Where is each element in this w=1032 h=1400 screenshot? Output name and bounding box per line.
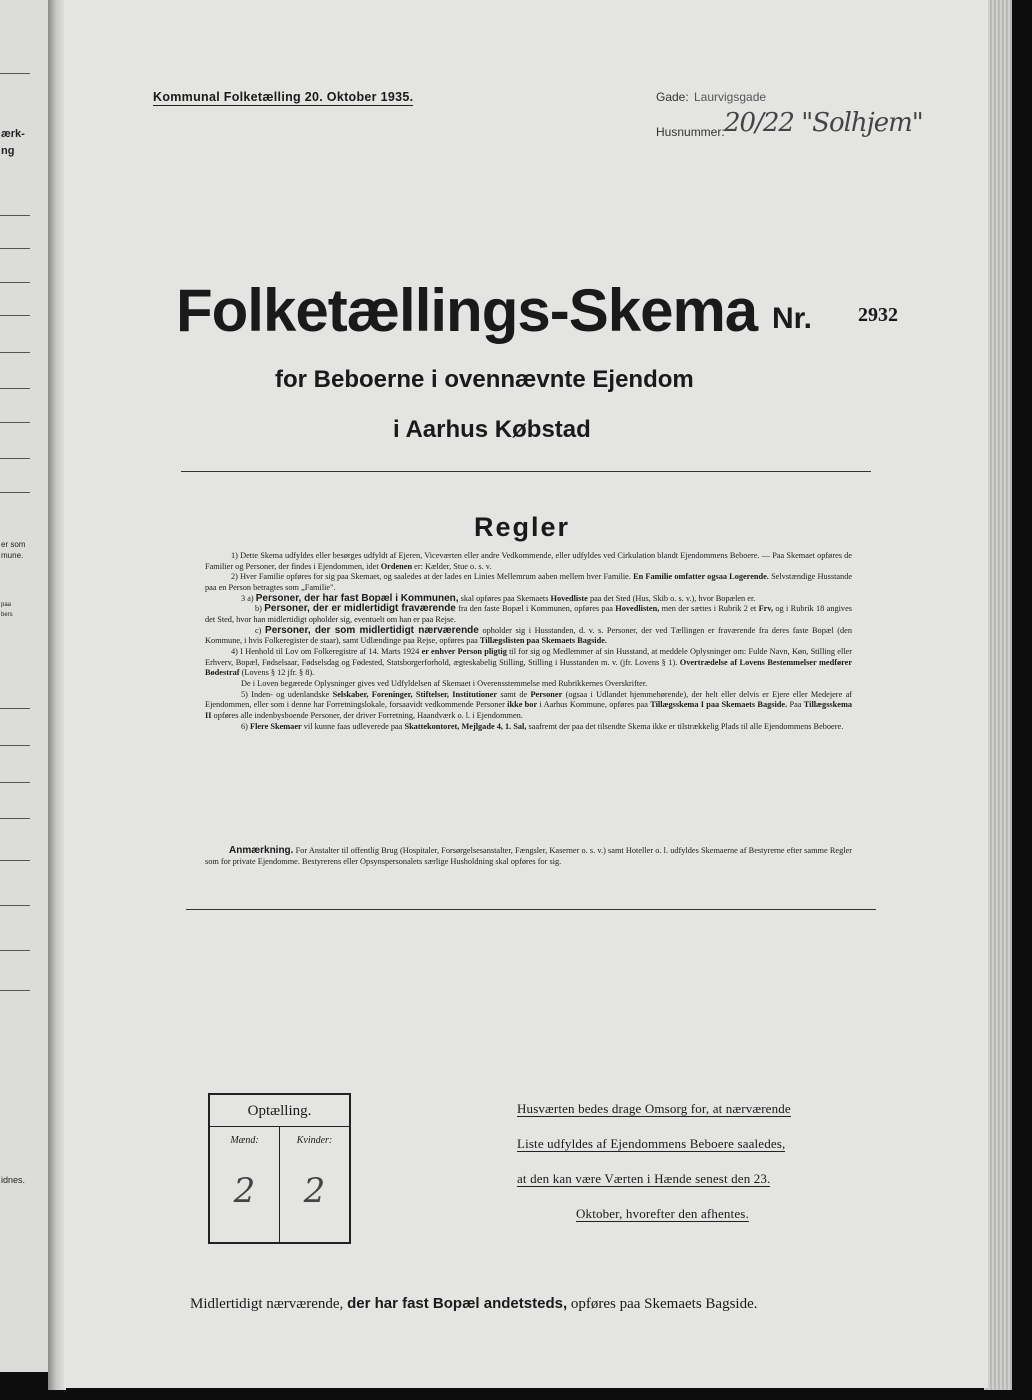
- divider: [186, 909, 876, 910]
- left-page-rule: [0, 860, 30, 861]
- rules-heading: Regler: [474, 512, 571, 542]
- left-page-rule: [0, 782, 30, 783]
- left-page-rule: [0, 818, 30, 819]
- left-page-text: idnes.: [1, 1175, 26, 1185]
- rule-5: 5) Inden- og udenlandske Selskaber, Foreninger, Stiftelser, Institutioner samt de Personer (ogsaa i Udlandet hjemmehørende), der helt eller delvis er Ejere eller Medejere af Ejendommen, eller som i denne har Forretningslokale, forsaavidt vedkommende Personer ikke bor i Aarhus Kommune, opføres paa Tillægsskema I paa Skemaets Bagside. Paa Tillægsskema II opføres alle indenbysboende Personer, der driver Forretning, Haandværk o. l. i Ejendommen.: [205, 689, 853, 720]
- rule-2: 2) Hver Familie opføres for sig paa Skemaet, og saaledes at der lades en Linies Mellemrum aaben mellem hver Familie. En Familie omfatter ogsaa Logerende. Selvstændige Husstande paa en Person betragtes som „Familie".: [205, 572, 853, 592]
- annotation: [205, 845, 852, 867]
- annotation-text: For Anstalter til offentlig Brug (Hospitaler, Forsørgelsesanstalter, Fængsler, Kaserner o. s. v.) samt Hoteller o. l. udfyldes Skemaerne af Bestyrerne efter samme Regler som for private Ejendomme. Bestyrerens eller Opsynspersonalets særlige Husholdning skal opføres for sig.: [205, 846, 852, 866]
- rule-1: 1) Dette Skema udfyldes eller besørges udfyldt af Ejeren, Viceværten eller andre Vedkommende, eller udfyldes ved Cirkulation blandt Ejendommens Beboere. — Paa Skemaet opføres de Familier og Personer, der findes i Ejendommen, idet Ordenen er: Kælder, Stue o. s. v.: [205, 551, 852, 571]
- landlord-notice-line: Husværten bedes drage Omsorg for, at nærværende: [517, 1101, 791, 1116]
- left-page-fragment: [0, 0, 50, 1372]
- form-number: 2932: [858, 304, 898, 326]
- house-number-label: Husnummer:: [656, 125, 725, 139]
- left-page-rule: [0, 708, 30, 709]
- rule-3b: b) Personer, der er midlertidigt fraværende fra den faste Bopæl i Kommunen, opføres paa Hovedlisten, men der sættes i Rubrik 2 et Frv, og i Rubrik 18 angives det Sted, hvor han midlertidigt opholder sig, eventuelt om han er paa Rejse.: [205, 603, 852, 624]
- house-number-handwritten: 20/22 "Solhjem": [724, 108, 923, 138]
- left-page-rule: [0, 422, 30, 423]
- landlord-notice-line: Liste udfyldes af Ejendommens Beboere saaledes,: [517, 1136, 786, 1151]
- left-page-rule: [0, 215, 30, 216]
- landlord-notice-line: at den kan være Værten i Hænde senest den 23.: [517, 1171, 771, 1186]
- form-nr-label: Nr.: [772, 302, 813, 335]
- street-label: Gade:: [656, 90, 689, 104]
- rules-text: [205, 551, 852, 732]
- street-value: Laurvigsgade: [694, 90, 767, 104]
- left-page-text: er som: [1, 540, 26, 549]
- women-label: Kvinder:: [296, 1135, 333, 1146]
- left-page-rule: [0, 745, 30, 746]
- left-page-rule: [0, 282, 30, 283]
- landlord-notice-line: Oktober, hvorefter den afhentes.: [576, 1206, 749, 1221]
- rule-4: 4) I Henhold til Lov om Folkeregistre af 14. Marts 1924 er enhver Person pligtig til for sig og Medlemmer af sin Husstand, at meddele Oplysninger om: Fulde Navn, Køn, Stilling eller Erhverv, Bopæl, Fødselsaar, Fødselsdag og Fødested, Statsborgerforhold, ægteskabelig Stilling, Stilling i Husstanden m. v. (jfr. Lovens § 1). Overtrædelse af Lovens Bestemmelser medfører Bødestraf (Lovens § 12 jfr. § 8).: [205, 646, 853, 678]
- count-box-title: Optælling.: [247, 1103, 312, 1119]
- divider: [181, 471, 871, 472]
- rule-3a: 3 a) Personer, der har fast Bopæl i Kommunen, skal opføres paa Skemaets Hovedliste paa det Sted (Hus, Skib o. s. v.), hvor Bopælen er.: [241, 592, 756, 604]
- men-label: Mænd:: [230, 1135, 259, 1146]
- left-page-rule: [0, 492, 30, 493]
- men-count-handwritten: 2: [233, 1171, 256, 1211]
- women-count-handwritten: 2: [303, 1171, 326, 1211]
- left-page-rule: [0, 315, 30, 316]
- left-page-text: paa: [1, 602, 12, 608]
- left-page-text: bers: [1, 612, 13, 618]
- rule-4-note: De i Loven begærede Oplysninger gives ved Udfyldelsen af Skemaet i Overensstemmelse med Rubrikkernes Overskrifter.: [241, 678, 648, 688]
- left-page-rule: [0, 352, 30, 353]
- annotation-label: Anmærkning.: [229, 845, 294, 856]
- left-page-text: ng: [1, 145, 15, 157]
- census-header: Kommunal Folketælling 20. Oktober 1935.: [153, 90, 414, 104]
- rule-6: 6) Flere Skemaer vil kunne faas udleverede paa Skattekontoret, Mejlgade 4, 1. Sal, saafremt der paa det tilsendte Skema ikke er tilstrækkelig Plads til alle Ejendommens Beboere.: [241, 721, 844, 731]
- form-title: Folketællings-Skema: [176, 277, 758, 344]
- left-page-rule: [0, 950, 30, 951]
- left-page-rule: [0, 73, 30, 74]
- form-subtitle-city: i Aarhus Købstad: [393, 416, 591, 443]
- left-page-rule: [0, 905, 30, 906]
- left-page-text: mune.: [1, 551, 24, 560]
- left-page-rule: [0, 248, 30, 249]
- form-subtitle: for Beboerne i ovennævnte Ejendom: [275, 366, 694, 393]
- footer-instruction: Midlertidigt nærværende, der har fast Bopæl andetsteds, opføres paa Skemaets Bagside.: [190, 1295, 758, 1312]
- rule-3c: c) Personer, der som midlertidigt nærværende opholder sig i Husstanden, d. v. s. Personer, der ved Tællingen er fraværende fra deres faste Bopæl (den Kommune, i hvis Folkeregister de staar), samt Udlændinge paa Rejse, opføres paa Tillægslisten paa Skemaets Bagside.: [205, 624, 852, 646]
- left-page-rule: [0, 990, 30, 991]
- left-page-text: ærk-: [1, 128, 25, 140]
- page-edges: [984, 0, 1012, 1390]
- left-page-rule: [0, 458, 30, 459]
- left-page-rule: [0, 388, 30, 389]
- count-box: [208, 1093, 351, 1244]
